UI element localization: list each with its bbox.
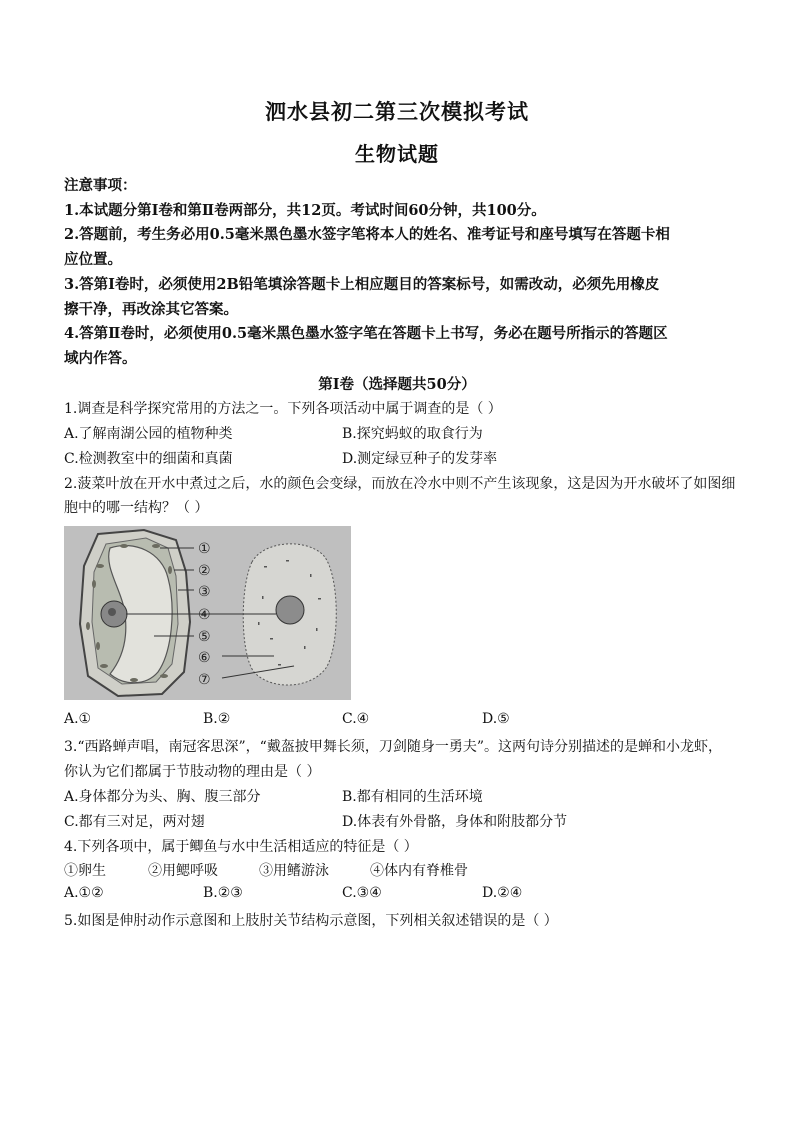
notes-heading: 注意事项： [64,177,137,194]
question-4-stem: 4.下列各项中，属于鲫鱼与水中生活相适应的特征是（ ） [64,839,418,855]
label-6: ⑥ [198,650,211,666]
note-line: 3.答第Ⅰ卷时，必须使用2B铅笔填涂答题卡上相应题目的答案标号，如需改动，必须先用橡皮 [64,276,660,293]
question-2-option-b: B.② [203,711,231,727]
question-4-option-c: C.③④ [342,885,382,901]
question-4-item: ④体内有脊椎骨 [370,863,468,879]
note-line: 擦干净，再改涂其它答案。 [64,301,238,318]
note-line: 2.答题前，考生务必用0.5毫米黑色墨水签字笔将本人的姓名、准考证号和座号填写在答题卡相 [64,226,670,243]
question-1-option-d: D.测定绿豆种子的发芽率 [342,451,498,467]
question-1-stem: 1.调查是科学探究常用的方法之一。下列各项活动中属于调查的是（ ） [64,401,502,417]
question-3-option-d: D.体表有外骨骼，身体和附肢都分节 [342,814,568,830]
label-2: ② [198,563,211,579]
question-2-option-a: A.① [64,711,92,727]
question-1-option-c: C.检测教室中的细菌和真菌 [64,451,233,467]
question-4-option-b: B.②③ [203,885,243,901]
question-4-item: ③用鳍游泳 [259,863,329,879]
question-4-option-d: D.②④ [482,885,523,901]
diagram-labels [198,541,211,688]
question-4-option-a: A.①② [64,885,104,901]
cell-diagram-svg [64,526,351,700]
plant-cell [80,530,190,696]
question-2-option-d: D.⑤ [482,711,510,727]
question-4-item: ①卵生 [64,863,106,879]
label-3: ③ [198,584,211,600]
exam-title: 泗水县初二第三次模拟考试 [265,99,529,124]
label-7: ⑦ [198,672,211,688]
question-3-option-b: B.都有相同的生活环境 [342,789,483,805]
label-1: ① [198,541,211,557]
question-4-item: ②用鳃呼吸 [148,863,218,879]
label-5: ⑤ [198,629,211,645]
question-3-stem: 3.“西路蝉声唱，南冠客思深”，“戴盔披甲舞长须，刀剑随身一勇夫”。这两句诗分别描述的是蝉和小龙虾， [64,739,722,755]
note-line: 应位置。 [64,251,122,268]
question-1-option-a: A.了解南湖公园的植物种类 [64,426,233,442]
exam-subject: 生物试题 [355,142,439,166]
note-line: 4.答第Ⅱ卷时，必须使用0.5毫米黑色墨水签字笔在答题卡上书写，务必在题号所指示的答题区 [64,325,668,342]
question-1-option-b: B.探究蚂蚁的取食行为 [342,426,483,442]
question-2-stem: 2.菠菜叶放在开水中煮过之后，水的颜色会变绿，而放在冷水中则不产生该现象，这是因为开水破坏了如图细 [64,476,736,492]
question-3-option-a: A.身体都分为头、胸、腹三部分 [64,789,261,805]
question-2-stem: 胞中的哪一结构？（ ） [64,500,209,516]
question-2-option-c: C.④ [342,711,370,727]
question-5-stem: 5.如图是伸肘动作示意图和上肢肘关节结构示意图，下列相关叙述错误的是（ ） [64,913,558,929]
note-line: 域内作答。 [64,350,137,367]
question-3-option-c: C.都有三对足，两对翅 [64,814,205,830]
note-line: 1.本试题分第Ⅰ卷和第Ⅱ卷两部分，共12页。考试时间60分钟，共100分。 [64,202,546,219]
cell-diagram [64,526,351,700]
label-4: ④ [198,607,211,623]
section-title: 第Ⅰ卷（选择题共50分） [318,376,476,393]
question-3-stem: 你认为它们都属于节肢动物的理由是（ ） [64,764,321,780]
